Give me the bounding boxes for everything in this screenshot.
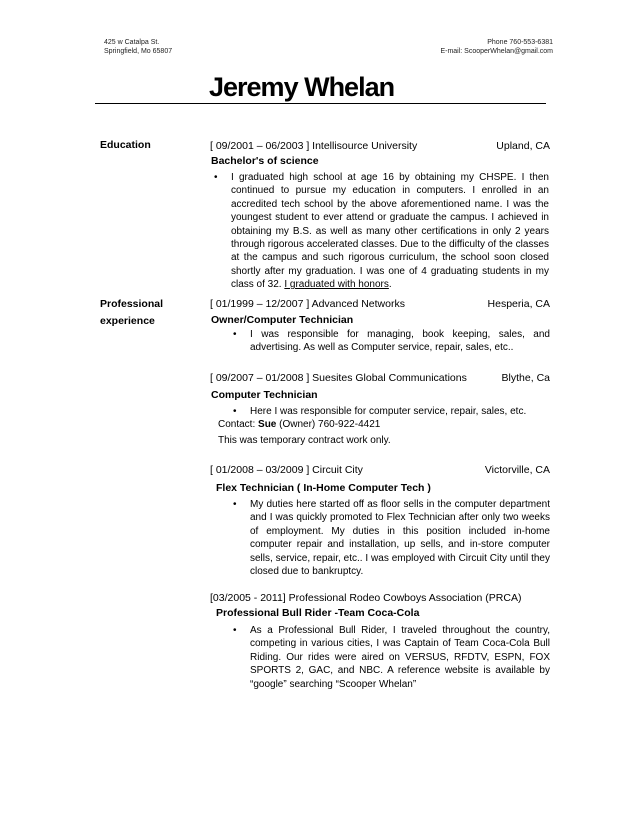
job-bullet (233, 328, 550, 355)
job-bullet (233, 498, 550, 578)
email-address: E-mail: ScooperWhelan@gmail.com (440, 48, 553, 55)
job-contact (218, 418, 380, 432)
job-bullet-text: My duties here started off as floor sells in the computer department and I was quickly promoted to Flex Technician after only two weeks of employment. My duties in this position included in-home computer repair and installation, up sells, and in-store computer sells, service, repair, etc.. I was employed with Circuit City until they closed due to bankruptcy. (250, 499, 550, 578)
education-dates-school: [ 09/2001 – 06/2003 ] Intellisource University (210, 140, 418, 152)
job-location: Victorville, CA (484, 464, 550, 476)
job-bullet (233, 624, 550, 691)
job-dates-company: [ 01/2008 – 03/2009 ] Circuit City (210, 464, 363, 476)
job-dates-company: [ 09/2007 – 01/2008 ] Suesites Global Communications (210, 372, 467, 384)
contact-suffix: (Owner) 760-922-4421 (276, 419, 381, 430)
contact-prefix: Contact: (218, 419, 259, 430)
contact-block (440, 38, 553, 56)
job-title: Computer Technician (211, 389, 318, 401)
job-header (210, 371, 550, 385)
experience-label-line-1: Professional (100, 298, 164, 310)
job-location: Hesperia, CA (487, 298, 550, 310)
bullet-icon: • (233, 329, 237, 340)
address-line-2: Springfield, Mo 65807 (104, 48, 173, 55)
education-bullet (214, 171, 549, 292)
applicant-name: Jeremy Whelan (209, 72, 395, 102)
job-title: Owner/Computer Technician (211, 314, 354, 326)
education-bullet-end: . (388, 279, 392, 291)
phone-number: Phone 760-553-6381 (487, 39, 553, 46)
experience-label (100, 296, 163, 330)
job-dates-company: [03/2005 - 2011] Professional Rodeo Cowboys Association (PRCA) (210, 592, 522, 604)
job-bullet (233, 405, 550, 418)
education-degree: Bachelor's of science (211, 155, 319, 167)
education-label: Education (100, 139, 151, 151)
job-location: Blythe, Ca (501, 372, 550, 384)
job-header (210, 297, 550, 311)
address-block (104, 38, 172, 56)
job-dates-company: [ 01/1999 – 12/2007 ] Advanced Networks (210, 298, 405, 310)
bullet-icon: • (214, 172, 218, 183)
bullet-icon: • (233, 625, 237, 636)
bullet-icon: • (233, 406, 237, 417)
job-bullet-text: Here I was responsible for computer service, repair, sales, etc. (250, 406, 527, 417)
honors-text: I graduated with honors (284, 279, 389, 291)
address-line-1: 425 w Catalpa St. (104, 39, 160, 46)
job-header (210, 591, 550, 605)
job-bullet-text: I was responsible for managing, book keeping, sales, and advertising. As well as Computer service, repair, sales, etc.. (250, 329, 550, 354)
contact-name: Sue (258, 419, 277, 430)
education-header (210, 139, 550, 153)
education-location: Upland, CA (496, 140, 550, 152)
job-header (210, 463, 550, 477)
job-note: This was temporary contract work only. (218, 435, 391, 446)
job-title: Flex Technician ( In-Home Computer Tech ) (216, 482, 431, 494)
header-divider (95, 103, 546, 104)
job-title: Professional Bull Rider -Team Coca-Cola (216, 607, 420, 619)
bullet-icon: • (233, 499, 237, 510)
job-bullet-text: As a Professional Bull Rider, I traveled throughout the country, competing in various cities, I was Captain of Team Coca-Cola Bull Riding. Our rides were aired on VERSUS, RFDTV, ESPN, FOX SPORTS 2, GAC, and NBC. A reference website is available by “google” searching “Scooper Whelan” (250, 625, 550, 690)
education-bullet-text: I graduated high school at age 16 by obtaining my CHSPE. I then continued to pursue my education in computers. I enrolled in an accredited tech school by the above aforementioned name. I was the youngest student to ever attend or graduate the campus. I achieved in obtaining my B.S. as well as many other certifications in only 2 years through rigorous accelerated classes. Due to the difficulty of the classes at the campus and such rigorous curriculum, the school soon closed shortly after my graduation. I was one of 4 graduating students in my class of 32. (231, 172, 549, 291)
experience-label-line-2: experience (100, 315, 155, 327)
